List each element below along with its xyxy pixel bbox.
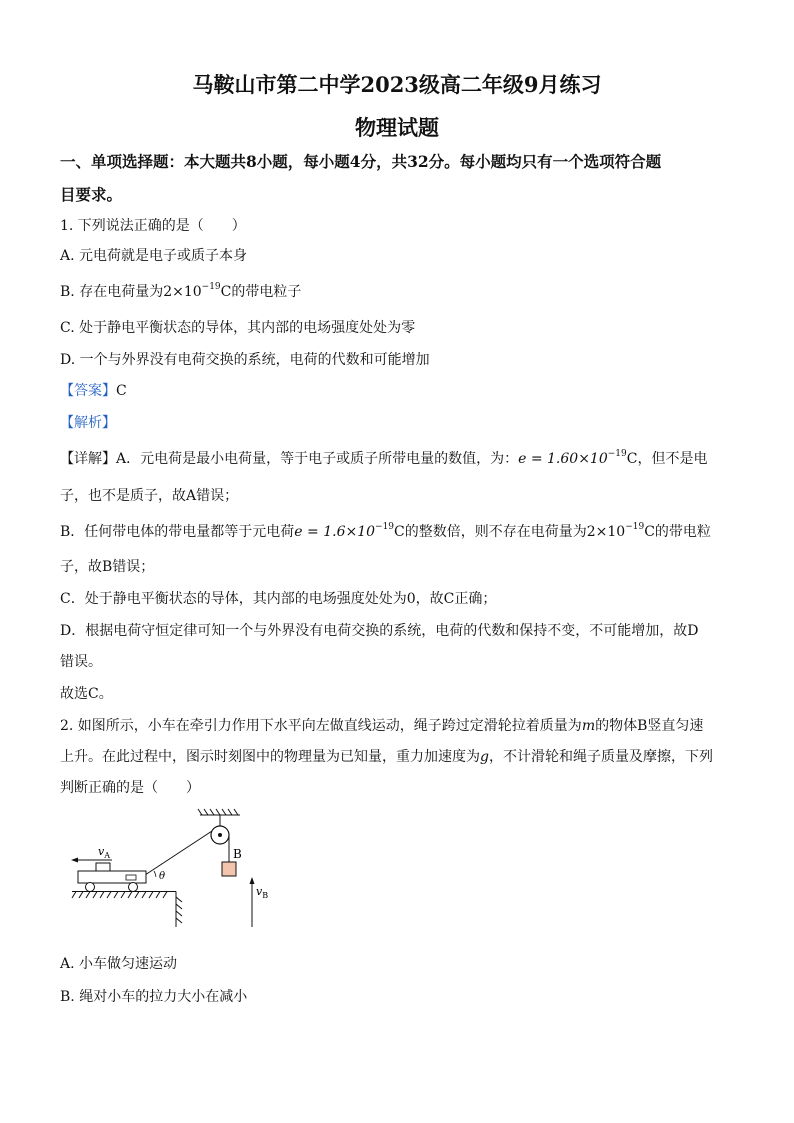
- q1-conclusion: 故选C。: [60, 686, 113, 702]
- q1-detail-d-line2: 错误。: [60, 654, 102, 670]
- page-title: 马鞍山市第二中学2023级高二年级9月练习: [192, 72, 602, 97]
- q1-detail-c: C．处于静电平衡状态的导体，其内部的电场强度处处为0，故C正确；: [60, 591, 497, 607]
- theta-arc: [154, 871, 156, 877]
- q1-detail-a-line1: 【详解】A．元电荷是最小电荷量，等于电子或质子所带电量的数值，为：$e = 1.60\times 10^{-19}C$，但不是电: [60, 449, 708, 467]
- q2-stem-line1: 2. 如图所示，小车在牵引力作用下水平向左做直线运动，绳子跨过定滑轮拉着质量为m的物体B竖直匀速: [60, 718, 704, 734]
- block-b-label: B: [233, 847, 242, 861]
- q1-option-b: B. 存在电荷量为$2\times 10^{-19}C$的带电粒子: [60, 282, 302, 300]
- cart: [78, 863, 146, 892]
- q1-detail-a-line2: 子，也不是质子，故A错误；: [60, 488, 239, 504]
- q1-answer: 【答案】C: [60, 383, 127, 399]
- q2-stem-line2: 上升。在此过程中，图示时刻图中的物理量为已知量，重力加速度为g，不计滑轮和绳子质量及摩擦，下列: [60, 749, 713, 765]
- pulley-axle: [218, 833, 222, 837]
- q2-stem-line3: 判断正确的是（ ）: [60, 780, 200, 796]
- q1-detail-d-line1: D．根据电荷守恒定律可知一个与外界没有电荷交换的系统，电荷的代数和保持不变，不可能增加，故D: [60, 623, 699, 639]
- page-subtitle: 物理试题: [355, 115, 439, 140]
- va-arrowhead: [71, 858, 78, 863]
- q2-option-b: B. 绳对小车的拉力大小在减小: [60, 989, 248, 1005]
- block-b: [222, 862, 236, 876]
- q2-option-a: A. 小车做匀速运动: [60, 956, 178, 972]
- q1-detail-b-line1: B．任何带电体的带电量都等于元电荷$e = 1.6\times 10^{-19}C$的整数倍，则不存在电荷量为$2\times 10^{-19}C$的带电粒: [60, 522, 711, 540]
- q1-detail-b-line2: 子，故B错误；: [60, 559, 155, 575]
- va-label: $v_A$: [98, 845, 110, 860]
- ground: [72, 892, 182, 928]
- rope-to-cart: [142, 831, 212, 877]
- q1-analysis-label: 【解析】: [60, 415, 116, 431]
- section-heading-line1: 一、单项选择题：本大题共8小题，每小题4分，共32分。每小题均只有一个选项符合题: [60, 152, 662, 171]
- q1-option-d: D. 一个与外界没有电荷交换的系统，电荷的代数和可能增加: [60, 352, 430, 368]
- ceiling: [198, 809, 240, 815]
- vb-label: $v_B$: [256, 885, 269, 900]
- vb-arrowhead: [250, 877, 255, 884]
- q1-option-c: C. 处于静电平衡状态的导体，其内部的电场强度处处为零: [60, 320, 416, 336]
- q2-figure: [60, 805, 300, 935]
- q1-stem: 1. 下列说法正确的是（ ）: [60, 218, 246, 234]
- q1-option-a: A. 元电荷就是电子或质子本身: [60, 248, 248, 264]
- theta-label: θ: [159, 871, 166, 882]
- section-heading-line2: 目要求。: [60, 185, 123, 204]
